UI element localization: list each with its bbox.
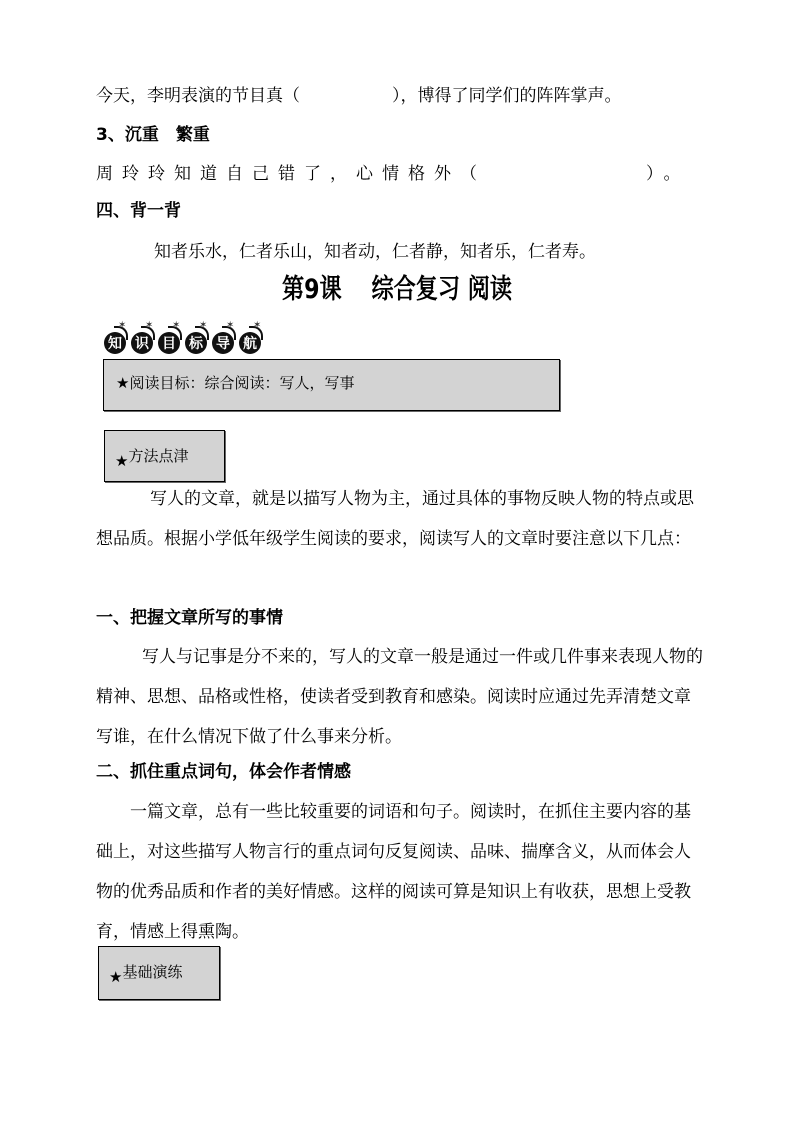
badge-char: ✶ 标 (185, 332, 207, 354)
method-tips-box (104, 430, 225, 482)
sentence-1-end: ），博得了同学们的阵阵掌声。 (392, 86, 622, 106)
intro-paragraph: 写人的文章，就是以描写人物为主，通过具体的事物反映人物的特点或思想品质。根据小学低年级学生阅读的要求，阅读写人的文章时要注意以下几点： (96, 489, 694, 549)
badge-char: ✶ 知 (104, 332, 126, 354)
method-tips-label: 方法点津 (128, 447, 189, 465)
sentence-2-start: 周玲玲知道自己错了，心情格外（ (96, 164, 486, 184)
sentence-1-start: 今天，李明表演的节目真（ (96, 86, 300, 106)
paragraph-2: 一篇文章，总有一些比较重要的词语和句子。阅读时，在抓住主要内容的基础上，对这些描写人物言行的重点词句反复阅读、品味、揣摩含义，从而体会人物的优秀品质和作者的美好情感。这样的阅读可算是知识上有收获，思想上受教育，情感上得熏陶。 (96, 802, 691, 942)
fill-in-sentence-1 (96, 84, 622, 108)
reading-goal-text: 阅读目标：综合阅读：写人，写事 (129, 374, 355, 392)
badge-char: ✶ 航 (239, 332, 261, 354)
word-pair-heading: 3、沉重 繁重 (96, 125, 210, 145)
star-icon: ★ (116, 374, 130, 392)
reading-goal-box (103, 359, 560, 411)
badge-char: ✶ 目 (158, 332, 180, 354)
star-icon: ★ (115, 452, 129, 470)
basic-practice-label: 基础演练 (122, 963, 183, 981)
paragraph-1: 写人与记事是分不来的，写人的文章一般是通过一件或几件事来表现人物的精神、思想、品格或性格，使读者受到教育和感染。阅读时应通过先弄清楚文章写谁，在什么情况下做了什么事来分析。 (96, 647, 703, 747)
badge-char: ✶ 导 (212, 332, 234, 354)
sentence-2-end: ）。 (646, 164, 690, 184)
lesson-title: 第9课 综合复习 阅读 (281, 274, 513, 305)
subheading-2: 二、抓住重点词句，体会作者情感 (96, 762, 351, 782)
badge-char: ✶ 识 (131, 332, 153, 354)
basic-practice-box (98, 946, 220, 1000)
fill-in-sentence-2 (96, 162, 690, 186)
subheading-1: 一、把握文章所写的事情 (96, 608, 283, 628)
section-heading-recite: 四、背一背 (96, 201, 181, 221)
star-icon: ★ (109, 968, 123, 986)
recite-text: 知者乐水，仁者乐山，知者动，仁者静，知者乐，仁者寿。 (154, 242, 596, 262)
